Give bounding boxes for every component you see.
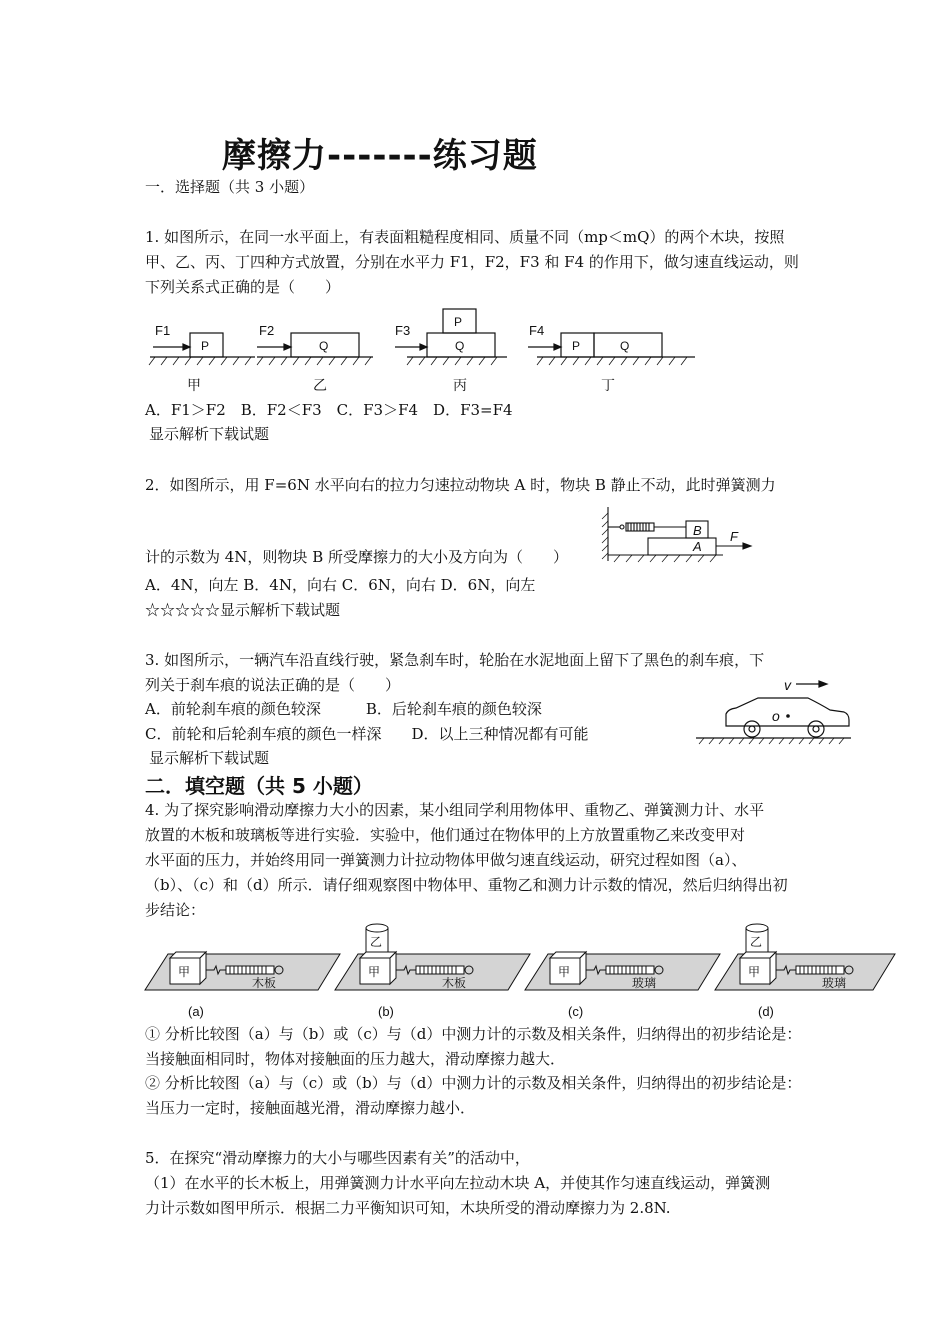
q3-show-solution-link[interactable]: 显示解析下载试题: [149, 749, 270, 767]
caption-bing: 丙: [453, 377, 467, 393]
experiment-d: [715, 924, 895, 1019]
object-jia-label: 甲: [178, 965, 191, 979]
object-jia-label: 甲: [368, 965, 381, 979]
experiment-a: [145, 952, 340, 1019]
block-p-label: P: [201, 339, 210, 353]
q1-show-solution-link[interactable]: 显示解析下载试题: [149, 425, 270, 443]
caption-ding: 丁: [601, 377, 615, 393]
block-p-label: P: [454, 315, 463, 329]
q2-options: A．4N，向左 B．4N，向右 C．6N，向右 D．6N，向左: [145, 576, 536, 594]
caption-b: (b): [378, 1004, 394, 1019]
section-heading-choice: 一．选择题（共 3 小题）: [145, 178, 315, 196]
experiment-b: [335, 924, 530, 1019]
q4-line-3: 水平面的压力，并始终用同一弹簧测力计拉动物体甲做匀速直线运动，研究过程如图（a）、: [145, 851, 747, 869]
force-label-f2: F2: [259, 323, 275, 338]
q4-answer-1-conclusion: 当接触面相同时，物体对接触面的压力越大，滑动摩擦力越大．: [145, 1050, 566, 1068]
surface-label-a: 木板: [252, 976, 277, 990]
block-a-label: A: [693, 539, 702, 554]
caption-jia: 甲: [187, 377, 201, 393]
q1-figure: [145, 305, 705, 397]
velocity-label: v: [784, 677, 791, 693]
block-b-label: B: [693, 523, 702, 538]
weight-yi-label: 乙: [750, 935, 763, 949]
q3-car-figure: [696, 676, 856, 746]
weight-yi-label: 乙: [370, 935, 383, 949]
force-f-label: F: [730, 529, 738, 544]
surface-label-b: 木板: [442, 976, 467, 990]
q4-answer-2: ② 分析比较图（a）与（c）或（b）与（d）中测力计的示数及相关条件，归纳得出的初步结论是：: [145, 1074, 802, 1092]
q2-line-2: 计的示数为 4N，则物块 B 所受摩擦力的大小及方向为（ ）: [145, 548, 568, 566]
surface-label-c: 玻璃: [632, 976, 657, 990]
q4-line-1: 4. 为了探究影响滑动摩擦力大小的因素，某小组同学利用物体甲、重物乙、弹簧测力计、水平: [145, 801, 765, 819]
q3-options-cd: C．前轮和后轮刹车痕的颜色一样深 D．以上三种情况都有可能: [145, 725, 589, 743]
force-label-f4: F4: [529, 323, 545, 338]
page-title: 摩擦力-------练习题: [222, 136, 538, 176]
caption-yi: 乙: [313, 377, 327, 393]
q4-line-5: 步结论：: [145, 901, 206, 919]
q1-line-2: 甲、乙、丙、丁四种方式放置，分别在水平力 F1，F2，F3 和 F4 的作用下，做匀速直线运动，则: [145, 253, 799, 271]
q2-show-solution-link[interactable]: ☆☆☆☆☆显示解析下载试题: [145, 601, 341, 619]
force-label-f1: F1: [155, 323, 171, 338]
surface-label-d: 玻璃: [822, 976, 847, 990]
q4-answer-1: ① 分析比较图（a）与（b）或（c）与（d）中测力计的示数及相关条件，归纳得出的初步结论是：: [145, 1025, 802, 1043]
q2-line-1: 2．如图所示，用 F=6N 水平向右的拉力匀速拉动物块 A 时，物块 B 静止不动，此时弹簧测力: [145, 476, 776, 494]
q5-line-3: 力计示数如图甲所示．根据二力平衡知识可知，木块所受的滑动摩擦力为 2.8N.: [145, 1199, 671, 1217]
experiment-c: [525, 952, 720, 1019]
q4-line-2: 放置的木板和玻璃板等进行实验．实验中，他们通过在物体甲的上方放置重物乙来改变甲对: [145, 826, 746, 844]
block-q-label: Q: [455, 339, 465, 353]
block-q-label: Q: [319, 339, 329, 353]
q4-answer-2-conclusion: 当压力一定时，接触面越光滑，滑动摩擦力越小．: [145, 1099, 476, 1117]
q1-line-3: 下列关系式正确的是（ ）: [145, 278, 341, 296]
caption-d: (d): [758, 1004, 774, 1019]
q1-line-1: 1. 如图所示，在同一水平面上，有表面粗糙程度相同、质量不同（mp＜mQ）的两个木块，按照: [145, 228, 785, 246]
q2-figure: [598, 505, 758, 567]
q5-line-1: 5．在探究“滑动摩擦力的大小与哪些因素有关”的活动中，: [145, 1149, 530, 1167]
q5-line-2: （1）在水平的长木板上，用弹簧测力计水平向左拉动木块 A，并使其作匀速直线运动，弹簧测: [145, 1174, 771, 1192]
object-jia-label: 甲: [558, 965, 571, 979]
caption-c: (c): [568, 1004, 584, 1019]
caption-a: (a): [188, 1004, 204, 1019]
q3-line-1: 3. 如图所示，一辆汽车沿直线行驶，紧急刹车时，轮胎在水泥地面上留下了黑色的刹车痕，下: [145, 651, 765, 669]
object-jia-label: 甲: [748, 965, 761, 979]
q3-line-2: 列关于刹车痕的说法正确的是（ ）: [145, 676, 401, 694]
section-heading-fill: 二．填空题（共 5 小题）: [145, 774, 373, 798]
q4-experiment-figure: [140, 920, 900, 1022]
block-q-label: Q: [620, 339, 630, 353]
q3-options-ab: A．前轮刹车痕的颜色较深 B．后轮刹车痕的颜色较深: [145, 700, 542, 718]
q4-line-4: （b）、（c）和（d）所示．请仔细观察图中物体甲、重物乙和测力计示数的情况，然后归纳得出初: [145, 876, 788, 894]
q1-options: A．F1＞F2 B．F2＜F3 C．F3＞F4 D．F3=F4: [145, 401, 513, 419]
force-label-f3: F3: [395, 323, 411, 338]
block-p-label: P: [572, 339, 581, 353]
center-label: o: [772, 708, 780, 724]
